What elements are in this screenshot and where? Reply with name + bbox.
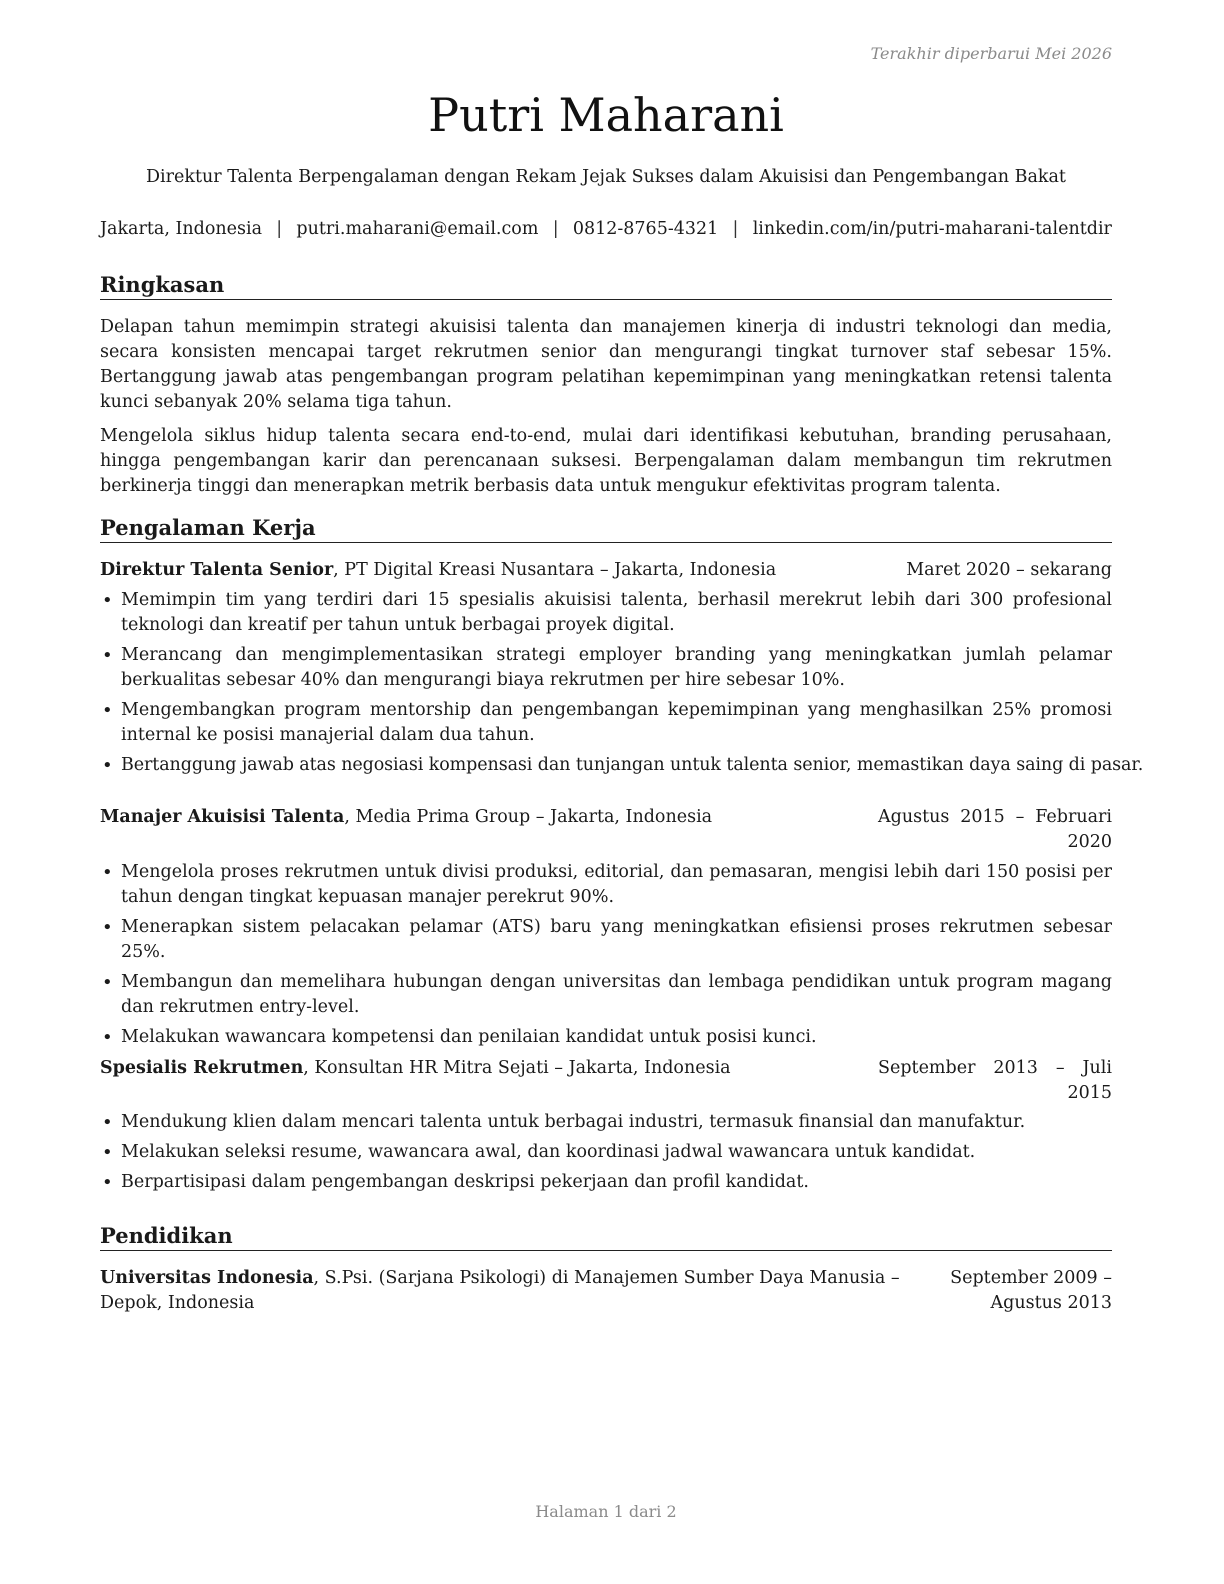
job-company: , Media Prima Group – Jakarta, Indonesia <box>344 807 713 827</box>
list-item: • Berpartisipasi dalam pengembangan deskripsi pekerjaan dan profil kandidat. <box>100 1170 1112 1195</box>
job-company: , Konsultan HR Mitra Sejati – Jakarta, Indonesia <box>303 1058 731 1078</box>
section-title-summary: Ringkasan <box>100 271 1112 300</box>
section-title-experience: Pengalaman Kerja <box>100 514 1112 543</box>
education-location: Depok, Indonesia <box>100 1293 255 1313</box>
education-degree: , S.Psi. (Sarjana Psikologi) di Manajemen Sumber Daya Manusia – <box>313 1268 900 1288</box>
contact-separator: | <box>276 219 283 239</box>
list-item: • Mendukung klien dalam mencari talenta untuk berbagai industri, termasuk finansial dan manufaktur. <box>100 1110 1112 1135</box>
list-item: • Mengelola proses rekrutmen untuk divisi produksi, editorial, dan pemasaran, mengisi lebih dari 150 posisi per tahun dengan tingkat kepuasan manajer perekrut 90%. <box>100 860 1112 910</box>
summary-paragraph: Mengelola siklus hidup talenta secara end-to-end, mulai dari identifikasi kebutuhan, branding perusahaan, hingga pengembangan karir dan perencanaan suksesi. Berpengalaman dalam membangun tim rekrutmen berkinerja tinggi dan menerapkan metrik berbasis data untuk mengukur efektivitas program talenta. <box>100 426 1112 496</box>
resume-page <box>100 0 1144 1584</box>
job-header <box>100 805 1112 852</box>
contact-phone: 0812-8765-4321 <box>572 219 719 239</box>
job-bullets <box>100 860 1112 1055</box>
list-item: • Melakukan wawancara kompetensi dan penilaian kandidat untuk posisi kunci. <box>100 1025 1112 1050</box>
job-date: Agustus 2015 – Februari 2020 <box>878 807 1112 852</box>
list-item: • Memimpin tim yang terdiri dari 15 spesialis akuisisi talenta, berhasil merekrut lebih dari 300 profesional teknologi dan kreatif per tahun untuk berbagai proyek digital. <box>100 588 1112 638</box>
job-role: Direktur Talenta Senior <box>100 560 334 580</box>
education-date: September 2009 – Agustus 2013 <box>950 1268 1112 1313</box>
last-updated: Terakhir diperbarui Mei 2026 <box>870 44 1112 63</box>
list-item: • Merancang dan mengimplementasikan strategi employer branding yang meningkatkan jumlah pelamar berkualitas sebesar 40% dan mengurangi biaya rekrutmen per hire sebesar 10%. <box>100 643 1112 693</box>
education-school: Universitas Indonesia <box>100 1268 314 1288</box>
list-item: • Melakukan seleksi resume, wawancara awal, dan koordinasi jadwal wawancara untuk kandidat. <box>100 1140 1112 1165</box>
tagline: Direktur Talenta Berpengalaman dengan Rekam Jejak Sukses dalam Akuisisi dan Pengembangan Bakat <box>146 167 1066 187</box>
candidate-name: Putri Maharani <box>428 88 784 142</box>
summary-paragraph: Delapan tahun memimpin strategi akuisisi talenta dan manajemen kinerja di industri teknologi dan media, secara konsisten mencapai target rekrutmen senior dan mengurangi tingkat turnover staf sebesar 15%. Bertanggung jawab atas pengembangan program pelatihan kepemimpinan yang meningkatkan retensi talenta kunci sebanyak 20% selama tiga tahun. <box>100 317 1112 412</box>
job-header <box>100 558 1112 583</box>
contact-line <box>100 219 1112 239</box>
contact-separator: | <box>552 219 559 239</box>
job-company: , PT Digital Kreasi Nusantara – Jakarta, Indonesia <box>333 560 777 580</box>
job-role: Spesialis Rekrutmen <box>100 1058 304 1078</box>
section-title-education: Pendidikan <box>100 1222 1112 1251</box>
page-number: Halaman 1 dari 2 <box>535 1502 677 1521</box>
job-date: September 2013 – Juli 2015 <box>878 1058 1112 1103</box>
education-entry <box>100 1266 1112 1316</box>
contact-linkedin[interactable]: linkedin.com/in/putri-maharani-talentdir <box>752 219 1112 239</box>
list-item: • Mengembangkan program mentorship dan pengembangan kepemimpinan yang menghasilkan 25% promosi internal ke posisi manajerial dalam dua tahun. <box>100 698 1112 748</box>
contact-location: Jakarta, Indonesia <box>100 219 263 239</box>
job-header <box>100 1056 1112 1103</box>
job-bullets <box>100 588 1144 783</box>
contact-email[interactable]: putri.maharani@email.com <box>296 219 539 239</box>
job-bullets <box>100 1110 1112 1200</box>
job-role: Manajer Akuisisi Talenta <box>100 807 345 827</box>
list-item: • Bertanggung jawab atas negosiasi kompensasi dan tunjangan untuk talenta senior, memastikan daya saing di pasar. <box>100 753 1112 778</box>
list-item: • Menerapkan sistem pelacakan pelamar (ATS) baru yang meningkatkan efisiensi proses rekrutmen sebesar 25%. <box>100 915 1112 965</box>
contact-separator: | <box>732 219 739 239</box>
job-date: Maret 2020 – sekarang <box>906 560 1112 580</box>
list-item: • Membangun dan memelihara hubungan dengan universitas dan lembaga pendidikan untuk program magang dan rekrutmen entry-level. <box>100 970 1112 1020</box>
